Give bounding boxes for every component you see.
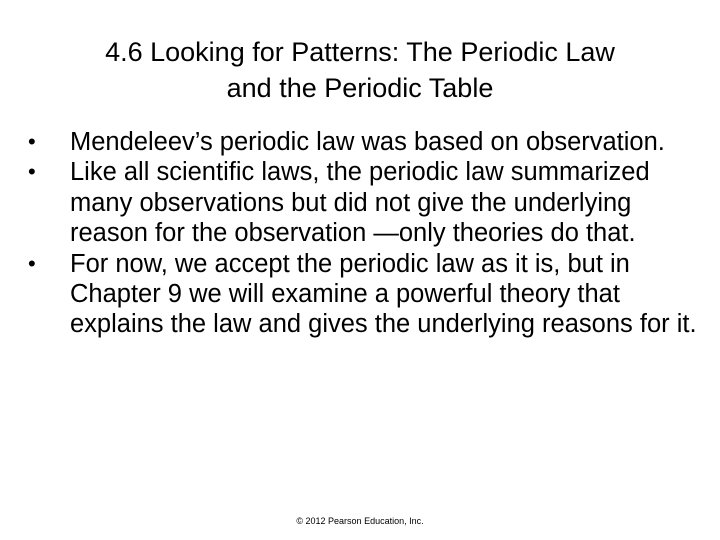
bullet-dot: • bbox=[28, 250, 36, 276]
copyright-footer: © 2012 Pearson Education, Inc. bbox=[296, 516, 424, 526]
bullet-dot: • bbox=[28, 129, 36, 154]
bullet-dot: • bbox=[28, 159, 36, 185]
slide-title-line-2: and the Periodic Table bbox=[226, 73, 494, 103]
bullet-text: Like all scientific laws, the periodic law summarized many observations but did not give the underlying reason for the observation —only theories do that. bbox=[70, 158, 650, 248]
bullet-item bbox=[24, 249, 704, 340]
bullet-text: Mendeleev’s periodic law was based on observation. bbox=[70, 128, 665, 156]
bullet-item bbox=[24, 157, 704, 248]
slide-title-line-1: 4.6 Looking for Patterns: The Periodic Law bbox=[105, 37, 615, 67]
bullet-text: For now, we accept the periodic law as it is, but in Chapter 9 we will examine a powerful theory that explains the law and gives the underlying reasons for it. bbox=[70, 249, 697, 339]
bullet-list bbox=[24, 127, 704, 340]
bullet-item bbox=[24, 127, 704, 157]
slide-title bbox=[20, 34, 700, 106]
